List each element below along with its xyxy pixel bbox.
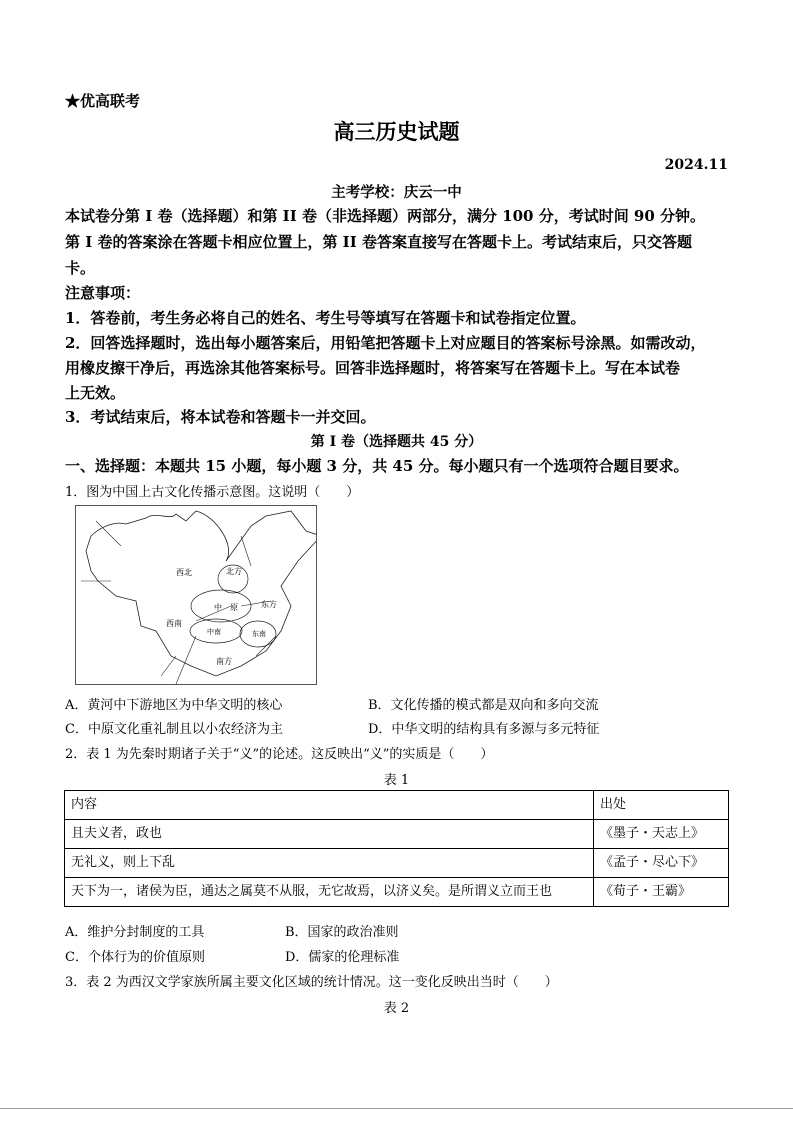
notice-line: 2．回答选择题时，选出每小题答案后，用铅笔把答题卡上对应题目的答案标号涂黑。如需改动，	[65, 334, 706, 352]
question-1-stem: 1．图为中国上古文化传播示意图。这说明（ ）	[65, 485, 360, 500]
section-title: 第 I 卷（选择题共 45 分）	[310, 434, 483, 450]
question-3-stem: 3．表 2 为西汉文学家族所属主要文化区域的统计情况。这一变化反映出当时（ ）	[65, 975, 558, 990]
page-bottom-divider	[0, 1108, 793, 1109]
table-row	[65, 820, 729, 849]
question-2-stem: 2．表 1 为先秦时期诸子关于“义”的论述。这反映出“义”的实质是（ ）	[65, 747, 494, 762]
map-label-dongnan: 东南	[252, 630, 266, 638]
brand-label: ★优高联考	[65, 92, 141, 110]
q2-option-d: D．儒家的伦理标准	[285, 950, 400, 965]
exam-date: 2024.11	[664, 157, 728, 173]
part-title: 一、选择题：本题共 15 小题，每小题 3 分，共 45 分。每小题只有一个选项符合题目要求。	[65, 457, 689, 475]
cell-content: 天下为一，诸侯为臣，通达之属莫不从服，无它故焉，以济义矣。是所谓义立而王也	[65, 878, 594, 907]
map-label-zhongnan: 中南	[207, 628, 221, 636]
host-school: 主考学校：庆云一中	[331, 184, 462, 201]
table-1	[64, 790, 729, 907]
intro-line: 卡。	[65, 259, 96, 277]
table-header-row	[65, 791, 729, 820]
map-label-dongfang: 东方	[261, 600, 277, 609]
table-row	[65, 849, 729, 878]
notice-title: 注意事项：	[65, 284, 141, 302]
cell-source: 《墨子・天志上》	[594, 820, 729, 849]
cell-source: 《孟子・尽心下》	[594, 849, 729, 878]
culture-map	[75, 505, 317, 685]
q1-option-c: C．中原文化重礼制且以小农经济为主	[65, 722, 283, 737]
notice-line: 用橡皮擦干净后，再选涂其他答案标号。回答非选择题时，将答案写在答题卡上。写在本试卷	[65, 359, 681, 377]
map-label-zhongyuan: 中 原	[214, 603, 238, 612]
table-1-title: 表 1	[383, 773, 410, 788]
cell-content: 无礼义，则上下乱	[65, 849, 594, 878]
cell-content: 且夫义者，政也	[65, 820, 594, 849]
table-2-title: 表 2	[383, 1001, 410, 1016]
page-title: 高三历史试题	[333, 119, 460, 144]
intro-line: 第 I 卷的答案涂在答题卡相应位置上，第 II 卷答案直接写在答题卡上。考试结束后，只交答题	[65, 233, 692, 251]
header-source: 出处	[594, 791, 729, 820]
q1-option-b: B．文化传播的模式都是双向和多向交流	[368, 698, 599, 713]
map-label-beifang: 北方	[226, 567, 242, 576]
q2-option-b: B．国家的政治准则	[285, 925, 399, 940]
q2-option-a: A．维护分封制度的工具	[65, 925, 205, 940]
q1-option-a: A．黄河中下游地区为中华文明的核心	[65, 698, 283, 713]
q2-option-c: C．个体行为的价值原则	[65, 950, 205, 965]
notice-line: 上无效。	[65, 384, 126, 402]
notice-line: 1．答卷前，考生务必将自己的姓名、考生号等填写在答题卡和试卷指定位置。	[65, 309, 586, 327]
map-label-xibei: 西北	[176, 568, 192, 577]
header-content: 内容	[65, 791, 594, 820]
map-label-xinan: 西南	[166, 619, 182, 628]
q1-option-d: D．中华文明的结构具有多源与多元特征	[368, 722, 600, 737]
cell-source: 《荀子・王霸》	[594, 878, 729, 907]
table-row	[65, 878, 729, 907]
intro-line: 本试卷分第 I 卷（选择题）和第 II 卷（非选择题）两部分，满分 100 分，考试时间 90 分钟。	[65, 207, 706, 225]
notice-line: 3．考试结束后，将本试卷和答题卡一并交回。	[65, 408, 376, 426]
map-label-nanfang: 南方	[216, 657, 232, 666]
